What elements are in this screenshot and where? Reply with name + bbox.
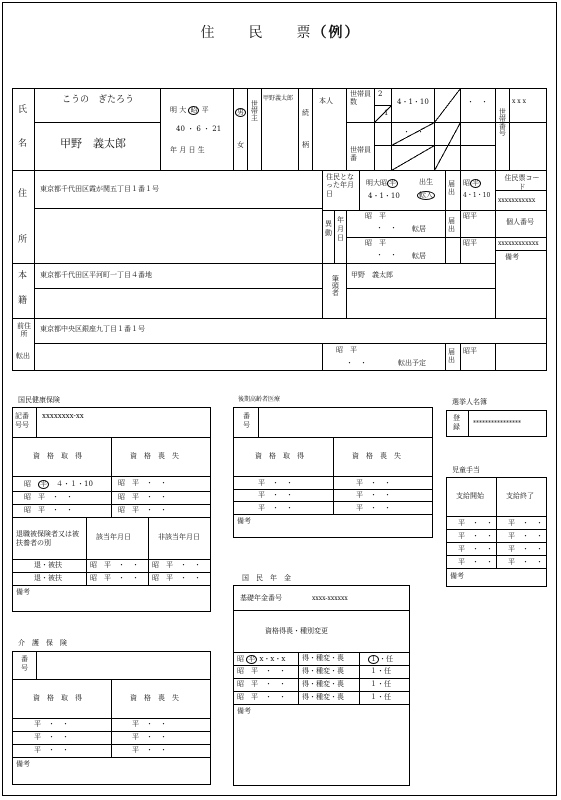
zokugara-label-2: 柄 — [302, 141, 309, 149]
label-shimei-2: 名 — [18, 139, 28, 149]
tenshutsu-dots: ・ ・ — [346, 359, 367, 367]
setai-date: 4・1・10 — [397, 98, 429, 106]
nenkin-row-3a: 昭 平 ・ ・ — [237, 680, 286, 688]
nenkin-row-4a: 昭 平 ・ ・ — [237, 693, 286, 701]
jido-row-3a: 平 ・ ・ — [458, 545, 493, 553]
zenjusho-label: 前住所 — [17, 322, 31, 339]
kaigo-row-2b: 平 ・ ・ — [132, 733, 167, 741]
setai-bango-label: 世帯番号 — [498, 108, 507, 136]
zenjusho-address: 東京都中央区銀座九丁目１番１号 — [40, 325, 145, 333]
sex-female: 女 — [237, 141, 244, 149]
todoke-era-2: 昭平 — [463, 212, 477, 220]
taishoku-row-2-kind: 退・被扶 — [34, 574, 62, 582]
label-honseki-2: 籍 — [18, 296, 28, 306]
kaigo-row-1a: 平 ・ ・ — [34, 720, 69, 728]
kokuho-shutoku: 資 格 取 得 — [33, 452, 82, 460]
kouki-bango-label: 番号 — [243, 412, 250, 430]
natta-era: 明大昭 平 — [366, 179, 396, 187]
tenshutsu-todoke-label: 届出 — [448, 348, 455, 365]
honseki-address: 東京都千代田区平河町一丁目４番地 — [40, 271, 152, 279]
kaigo-shutoku: 資 格 取 得 — [33, 694, 82, 702]
setai-count-label: 世帯員数 — [350, 90, 371, 107]
kouki-row-2b: 平 ・ ・ — [356, 491, 391, 499]
kokuho-row-3b: 昭 平 ・ ・ — [118, 506, 167, 514]
setai-bango: x x x — [512, 98, 526, 105]
sex-male: 男 — [237, 108, 244, 116]
nenkin-row-4b: 得・種変・喪 — [302, 693, 344, 701]
hittosha-label: 筆頭者 — [331, 275, 340, 296]
nenkin-row-3c: １・任 — [370, 680, 391, 688]
kouki-row-1a: 平 ・ ・ — [258, 479, 293, 487]
birth-date: 40 ・ 6 ・ 21 — [176, 125, 222, 133]
tenshutsu-label: 転出 — [16, 352, 30, 360]
kouki-row-1b: 平 ・ ・ — [356, 479, 391, 487]
ido-label-b: 年 月 日 — [337, 216, 344, 243]
senkyo-title: 選挙人名簿 — [452, 398, 487, 406]
jido-shuryo: 支給終了 — [506, 492, 534, 500]
ido-dots-2: ・ ・ — [376, 251, 397, 259]
nenkin-biko: 備考 — [237, 707, 251, 715]
jumin-code-label: 住民票コード — [504, 174, 540, 192]
kokuho-row-3a: 昭 平 ・ ・ — [24, 506, 73, 514]
kokuho-gaito: 該当年月日 — [96, 533, 131, 541]
kaigo-biko: 備考 — [16, 760, 30, 768]
dots-b: ・ ・ — [467, 98, 488, 106]
todoke-era: 昭 平 — [463, 179, 479, 187]
kouki-shutoku: 資 格 取 得 — [255, 452, 304, 460]
nenkin-row-3b: 得・種変・喪 — [302, 680, 344, 688]
kokuho-row-1a: 昭 平 ４・１・10 — [24, 480, 93, 488]
label-honseki-1: 本 — [18, 271, 28, 281]
jido-row-3b: 平 ・ ・ — [508, 545, 543, 553]
ido-label-a: 異 動 — [325, 220, 332, 238]
kokuho-row-2a: 昭 平 ・ ・ — [24, 493, 73, 501]
kaigo-row-3b: 平 ・ ・ — [132, 746, 167, 754]
kouki-row-3b: 平 ・ ・ — [356, 504, 391, 512]
jido-row-2a: 平 ・ ・ — [458, 532, 493, 540]
setai-count-b: 1 — [384, 109, 389, 117]
kokuho-biko: 備考 — [16, 588, 30, 596]
taishoku-row-1a: 昭 平 ・ ・ — [90, 561, 139, 569]
setainushi-label: 世帯主 — [250, 100, 259, 121]
nenkin-row-2b: 得・種変・喪 — [302, 667, 344, 675]
nenkin-row-1b: 得・種変・喪 — [302, 654, 344, 662]
ido-dots-1: ・ ・ — [376, 224, 397, 232]
kojin: xxxxxxxxxxxx — [498, 240, 539, 247]
nenkin-kiso-label: 基礎年金番号 — [240, 594, 282, 602]
resident-name: 甲野 義太郎 — [60, 137, 126, 150]
tenshutsu-era: 昭 平 — [336, 346, 357, 354]
setainushi-name: 甲野義太郎 — [263, 95, 294, 102]
kokuho-kigo: xxxxxxxx-xx — [42, 412, 84, 420]
nenkin-title: 国 民 年 金 — [242, 574, 291, 582]
taishoku-label: 退職被保険者又は被扶養者の別 — [16, 530, 79, 548]
kouki-title: 後期高齢者医療 — [238, 396, 281, 403]
taishoku-row-2b: 昭 平 ・ ・ — [152, 574, 201, 582]
tenkyo-2: 転居 — [412, 252, 426, 260]
jido-row-4b: 平 ・ ・ — [508, 558, 543, 566]
kokuho-soshitsu: 資 格 喪 失 — [130, 452, 179, 460]
setai-banjun-label: 世帯員番 — [350, 146, 371, 163]
kojin-label: 個人番号 — [506, 218, 534, 226]
setai-count-a: 2 — [378, 90, 383, 98]
todoke-date: 4・1・10 — [463, 192, 491, 199]
jido-title: 児童手当 — [452, 466, 480, 474]
nenkin-row-1c: １ ・任 — [370, 655, 393, 663]
kokuho-higaito: 非該当年月日 — [158, 533, 200, 541]
jumin-code: xxxxxxxxxxx — [498, 197, 536, 204]
taishoku-row-1-kind: 退・被扶 — [34, 561, 62, 569]
kokuho-row-1b: 昭 平 ・ ・ — [118, 479, 167, 487]
senkyo-label: 登録 — [453, 414, 460, 432]
kokuho-kigo-label: 記番号号 — [15, 412, 29, 430]
natta-label: 住民となった年月日 — [326, 173, 354, 198]
natta-date: 4・1・10 — [368, 192, 400, 200]
kouki-soshitsu: 資 格 喪 失 — [352, 452, 401, 460]
nenkin-row-2c: １・任 — [370, 667, 391, 675]
furigana: こうの ぎたろう — [62, 95, 135, 105]
label-jusho-1: 住 — [18, 189, 28, 199]
taishoku-row-1b: 昭 平 ・ ・ — [152, 561, 201, 569]
ido-era-2: 昭 平 — [365, 239, 386, 247]
kouki-row-3a: 平 ・ ・ — [258, 504, 293, 512]
era-selected: 昭 — [190, 106, 198, 114]
kaigo-bango-label: 番号 — [21, 655, 28, 673]
nenkin-row-1a: 昭 平 x・x・x — [237, 655, 286, 663]
birth-era: 明 大 昭 平 — [170, 106, 209, 114]
jido-row-4a: 平 ・ ・ — [458, 558, 493, 566]
shussho-1: 出生 — [419, 178, 433, 186]
tenkyo: 転居 — [412, 225, 426, 233]
kouki-biko: 備考 — [237, 517, 251, 525]
todoke-label: 届出 — [448, 180, 455, 197]
nenkin-row-4c: １・任 — [370, 693, 391, 701]
shussho-2: 転入 — [419, 191, 433, 199]
jido-biko: 備考 — [450, 572, 464, 580]
zokugara-label-1: 続 — [302, 109, 309, 117]
label-jusho-2: 所 — [18, 235, 28, 245]
jido-row-1b: 平 ・ ・ — [508, 519, 543, 527]
kokuho-row-2b: 昭 平 ・ ・ — [118, 493, 167, 501]
birth-label: 年 月 日 生 — [170, 146, 205, 154]
hittosha: 甲野 義太郎 — [351, 271, 393, 279]
jido-row-2b: 平 ・ ・ — [508, 532, 543, 540]
kouki-row-2a: 平 ・ ・ — [258, 491, 293, 499]
jido-kaishi: 支給開始 — [456, 492, 484, 500]
zokugara: 本人 — [319, 97, 333, 105]
nenkin-row-2a: 昭 平 ・ ・ — [237, 667, 286, 675]
jusho-address: 東京都千代田区霞が関五丁目１番１号 — [40, 185, 159, 193]
kokuho-title: 国民健康保険 — [18, 396, 60, 404]
todoke-label-2: 届 出 — [448, 217, 455, 234]
ido-era-1: 昭 平 — [365, 212, 386, 220]
jido-row-1a: 平 ・ ・ — [458, 519, 493, 527]
kaigo-soshitsu: 資 格 喪 失 — [130, 694, 179, 702]
page-title: 住 民 票（例） — [200, 25, 361, 41]
kaigo-title: 介 護 保 険 — [18, 639, 67, 647]
todoke-era-3: 昭平 — [463, 239, 477, 247]
nenkin-kiso: xxxx-xxxxxx — [312, 595, 348, 602]
kaigo-row-2a: 平 ・ ・ — [34, 733, 69, 741]
senkyo-value: **************** — [473, 420, 521, 427]
tenshutsu-todoke-era: 昭平 — [463, 347, 477, 355]
dots-a: ・ ・ — [403, 128, 424, 136]
taishoku-row-2a: 昭 平 ・ ・ — [90, 574, 139, 582]
kaigo-row-1b: 平 ・ ・ — [132, 720, 167, 728]
nenkin-header: 資格得喪・種別変更 — [265, 627, 328, 635]
label-shimei-1: 氏 — [18, 105, 28, 115]
tenshutsu-yotei: 転出予定 — [398, 359, 426, 367]
jusho-biko: 備考 — [505, 253, 519, 261]
kaigo-row-3a: 平 ・ ・ — [34, 746, 69, 754]
